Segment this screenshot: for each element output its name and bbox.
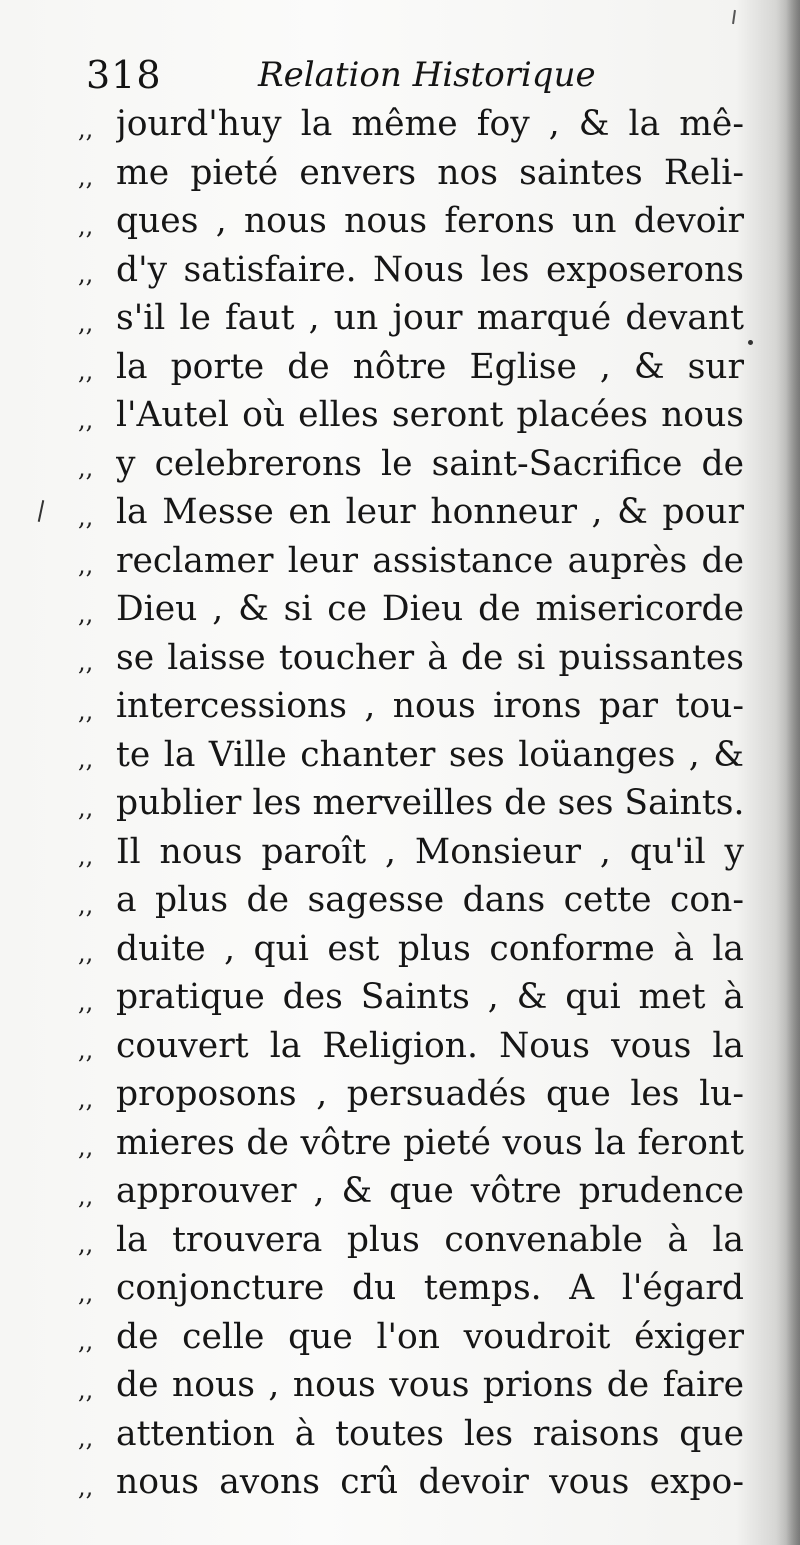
quotation-mark: ,, (78, 1036, 94, 1064)
quotation-mark: ,, (78, 1230, 94, 1258)
text-line (78, 1070, 748, 1119)
text-line (78, 682, 748, 731)
text-line (78, 925, 748, 974)
quotation-mark: ,, (78, 211, 94, 240)
quotation-mark: ,, (78, 1424, 94, 1452)
line-text: Il nous paroît , Monsieur , qu'il y (116, 831, 744, 872)
binding-shadow (786, 0, 800, 1545)
line-text: conjoncture du temps. A l'égard (116, 1268, 744, 1308)
quotation-mark: ,, (78, 1375, 94, 1404)
quotation-mark: ,, (78, 163, 94, 191)
text-line (78, 1216, 748, 1265)
line-text: Dieu , & si ce Dieu de misericorde (116, 589, 744, 629)
quotation-mark: ,, (78, 599, 94, 628)
quotation-mark: ,, (78, 1133, 94, 1161)
line-text: la Messe en leur honneur , & pour (116, 492, 744, 532)
text-line (78, 1264, 748, 1313)
line-text: couvert la Religion. Nous vous la (116, 1025, 744, 1066)
quotation-mark: ,, (78, 1472, 94, 1501)
line-text: pratique des Saints , & qui met à (116, 977, 744, 1017)
line-text: me pieté envers nos saintes Reli- (116, 152, 744, 193)
quotation-mark: ,, (78, 308, 94, 337)
text-line (78, 246, 748, 295)
line-text: s'il le faut , un jour marqué devant (116, 298, 744, 338)
text-line (78, 537, 748, 586)
line-text: d'y satisfaire. Nous les exposerons (116, 249, 744, 290)
ink-speck (732, 10, 736, 24)
body-text (78, 100, 748, 1507)
ink-speck (748, 340, 753, 345)
line-text: duite , qui est plus conforme à la (116, 928, 744, 969)
quotation-mark: ,, (78, 551, 94, 579)
text-line (78, 973, 748, 1022)
line-text: publier les merveilles de ses Saints. (116, 783, 745, 823)
quotation-mark: ,, (78, 890, 94, 919)
line-text: y celebrerons le saint-Sacrifice de (116, 443, 744, 484)
line-text: de nous , nous vous prions de faire (116, 1365, 744, 1405)
line-text: a plus de sagesse dans cette con- (116, 880, 744, 920)
quotation-mark: ,, (78, 1084, 94, 1113)
page-number: 318 (86, 53, 162, 97)
text-line (78, 731, 748, 780)
text-line (78, 1410, 748, 1459)
text-line (78, 828, 748, 877)
text-line (78, 1119, 748, 1168)
line-text: la trouvera plus convenable à la (116, 1219, 744, 1260)
text-line (78, 149, 748, 198)
line-text: reclamer leur assistance auprès de (116, 540, 744, 581)
line-text: ques , nous nous ferons un devoir (116, 201, 744, 241)
page-header (86, 50, 706, 100)
quotation-mark: ,, (78, 842, 94, 870)
text-line (78, 634, 748, 683)
quotation-mark: ,, (78, 260, 94, 288)
quotation-mark: ,, (78, 114, 94, 143)
quotation-mark: ,, (78, 745, 94, 773)
text-line (78, 488, 748, 537)
quotation-mark: ,, (78, 502, 94, 531)
text-line (78, 1022, 748, 1071)
line-text: nous avons crû devoir vous expo- (116, 1462, 744, 1502)
quotation-mark: ,, (78, 987, 94, 1016)
quotation-mark: ,, (78, 1181, 94, 1210)
text-line (78, 1313, 748, 1362)
quotation-mark: ,, (78, 648, 94, 676)
text-line (78, 294, 748, 343)
quotation-mark: ,, (78, 1327, 94, 1355)
line-text: proposons , persuadés que les lu- (116, 1074, 744, 1114)
text-line (78, 197, 748, 246)
line-text: approuver , & que vôtre prudence (116, 1171, 744, 1211)
quotation-mark: ,, (78, 793, 94, 822)
quotation-mark: ,, (78, 939, 94, 967)
line-text: attention à toutes les raisons que (116, 1413, 744, 1454)
line-text: intercessions , nous irons par tou- (116, 686, 744, 726)
text-line (78, 1167, 748, 1216)
text-line (78, 100, 748, 149)
line-text: la porte de nôtre Eglise , & sur (116, 346, 744, 387)
line-text: mieres de vôtre pieté vous la feront (116, 1122, 744, 1163)
line-text: te la Ville chanter ses loüanges , & (116, 734, 744, 775)
text-line (78, 391, 748, 440)
quotation-mark: ,, (78, 696, 94, 725)
line-text: de celle que l'on voudroit éxiger (116, 1316, 744, 1357)
text-line (78, 1361, 748, 1410)
text-line (78, 440, 748, 489)
text-line (78, 343, 748, 392)
line-text: l'Autel où elles seront placées nous (116, 395, 744, 435)
text-line (78, 876, 748, 925)
text-line (78, 585, 748, 634)
quotation-mark: ,, (78, 405, 94, 434)
running-head: Relation Historique (258, 55, 596, 95)
line-text: jourd'huy la même foy , & la mê- (116, 104, 744, 144)
quotation-mark: ,, (78, 454, 94, 482)
margin-mark (38, 500, 45, 522)
quotation-mark: ,, (78, 357, 94, 385)
text-line (78, 1458, 748, 1507)
text-line (78, 779, 748, 828)
line-text: se laisse toucher à de si puissantes (116, 637, 744, 678)
quotation-mark: ,, (78, 1278, 94, 1307)
